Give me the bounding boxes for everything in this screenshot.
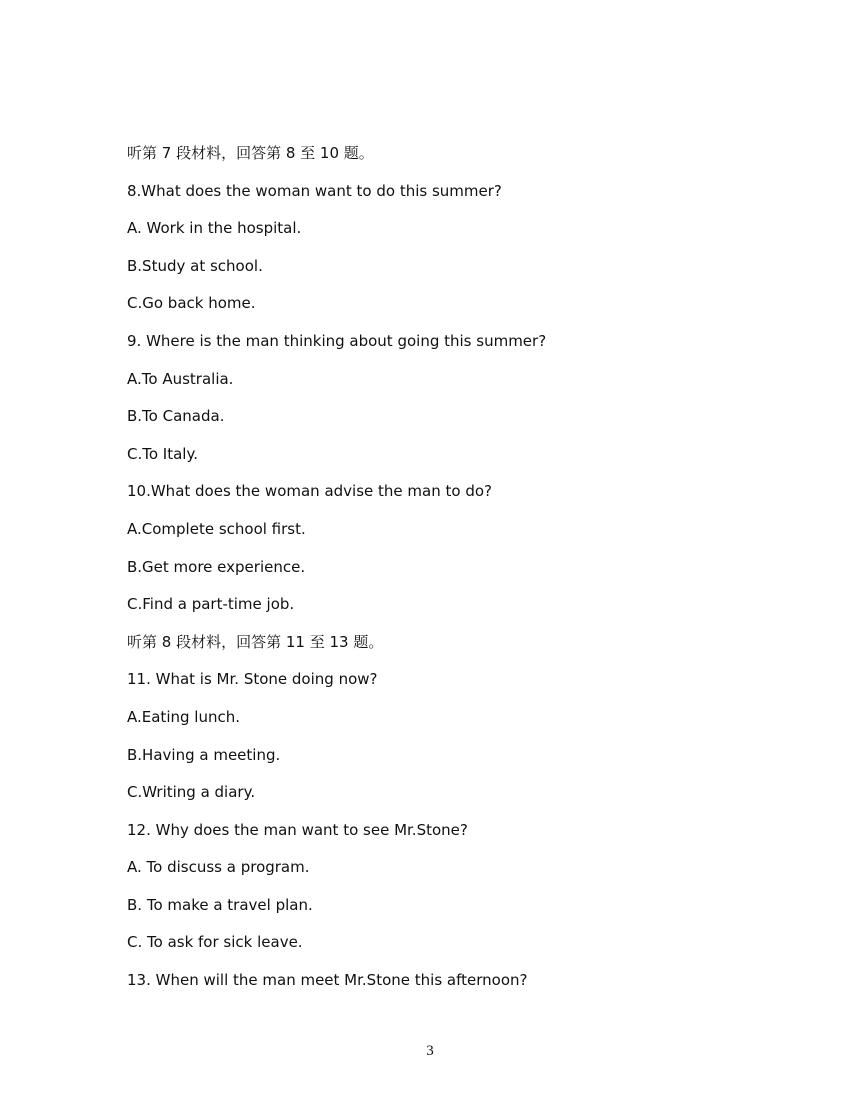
question-11-option-c: C.Writing a diary. <box>127 783 256 802</box>
section-heading: 听第 7 段材料，回答第 8 至 10 题。 <box>127 144 374 162</box>
question-10-option-c: C.Find a part-time job. <box>127 595 295 614</box>
question-9: 9. Where is the man thinking about going this summer? <box>127 331 547 350</box>
question-10-option-b: B.Get more experience. <box>127 557 306 576</box>
question-8-option-c: C.Go back home. <box>127 294 256 313</box>
page-number: 3 <box>426 1043 434 1059</box>
question-list <box>127 142 787 1007</box>
question-11-option-b: B.Having a meeting. <box>127 745 281 764</box>
question-10-option-a: A.Complete school first. <box>127 519 306 538</box>
section-heading: 听第 8 段材料，回答第 11 至 13 题。 <box>127 632 384 651</box>
question-9-option-a: A.To Australia. <box>127 369 234 388</box>
question-12-option-c: C. To ask for sick leave. <box>127 933 303 952</box>
question-11-option-a: A.Eating lunch. <box>127 707 240 726</box>
question-10: 10.What does the woman advise the man to do? <box>127 482 492 501</box>
question-11: 11. What is Mr. Stone doing now? <box>127 670 378 689</box>
question-9-option-c: C.To Italy. <box>127 444 198 463</box>
question-12-option-b: B. To make a travel plan. <box>127 895 313 914</box>
question-8: 8.What does the woman want to do this summer? <box>127 181 502 200</box>
question-13: 13. When will the man meet Mr.Stone this afternoon? <box>127 971 528 990</box>
question-9-option-b: B.To Canada. <box>127 407 225 426</box>
question-8-option-b: B.Study at school. <box>127 256 263 275</box>
question-8-option-a: A. Work in the hospital. <box>127 219 302 238</box>
question-12-option-a: A. To discuss a program. <box>127 858 310 877</box>
question-12: 12. Why does the man want to see Mr.Stone? <box>127 820 468 839</box>
